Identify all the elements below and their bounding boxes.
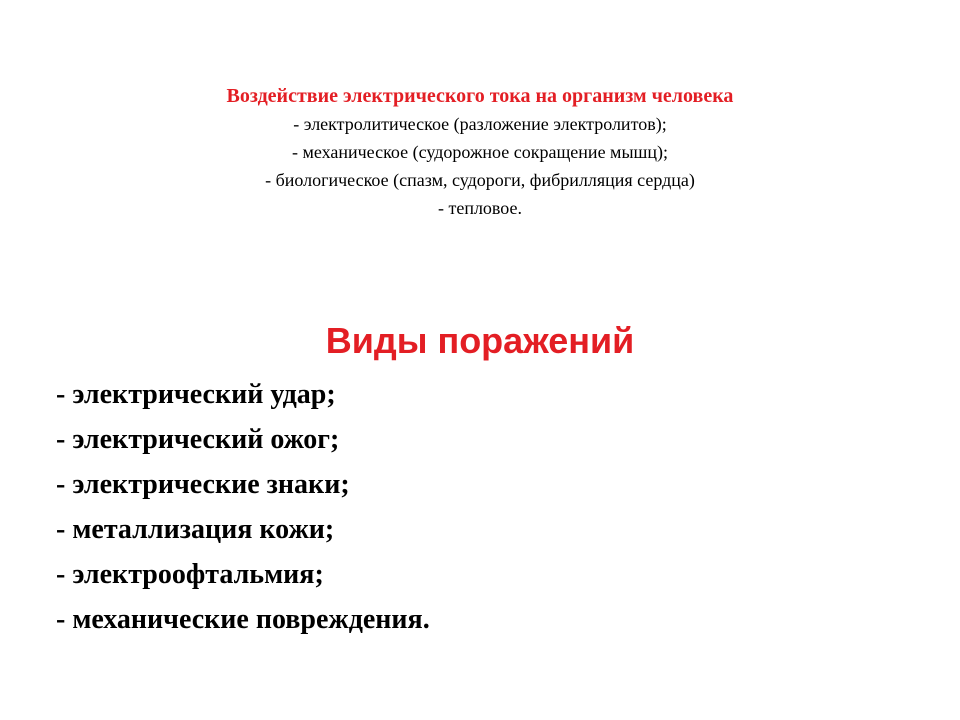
injury-type-item: - электрический ожог;: [56, 424, 340, 455]
injury-types-list: [56, 372, 916, 642]
injury-type-item: - электрический удар;: [56, 379, 336, 410]
effects-item-mechanical: - механическое (судорожное сокращение мышц);: [291, 142, 669, 162]
injury-type-item: - электрические знаки;: [56, 469, 350, 500]
injury-type-item: - механические повреждения.: [56, 604, 430, 635]
effects-item-thermal: - тепловое.: [437, 198, 523, 218]
effects-item-electrolytic: - электролитическое (разложение электролитов);: [293, 114, 667, 134]
injury-type-item: - металлизация кожи;: [56, 514, 335, 545]
effects-item-biological: - биологическое (спазм, судороги, фибрилляция сердца): [265, 170, 695, 190]
injury-types-title: Виды поражений: [325, 320, 635, 361]
injury-type-item: - электроофтальмия;: [56, 559, 324, 590]
effects-section: [0, 82, 960, 222]
effects-title: Воздействие электрического тока на организм человека: [226, 85, 734, 107]
